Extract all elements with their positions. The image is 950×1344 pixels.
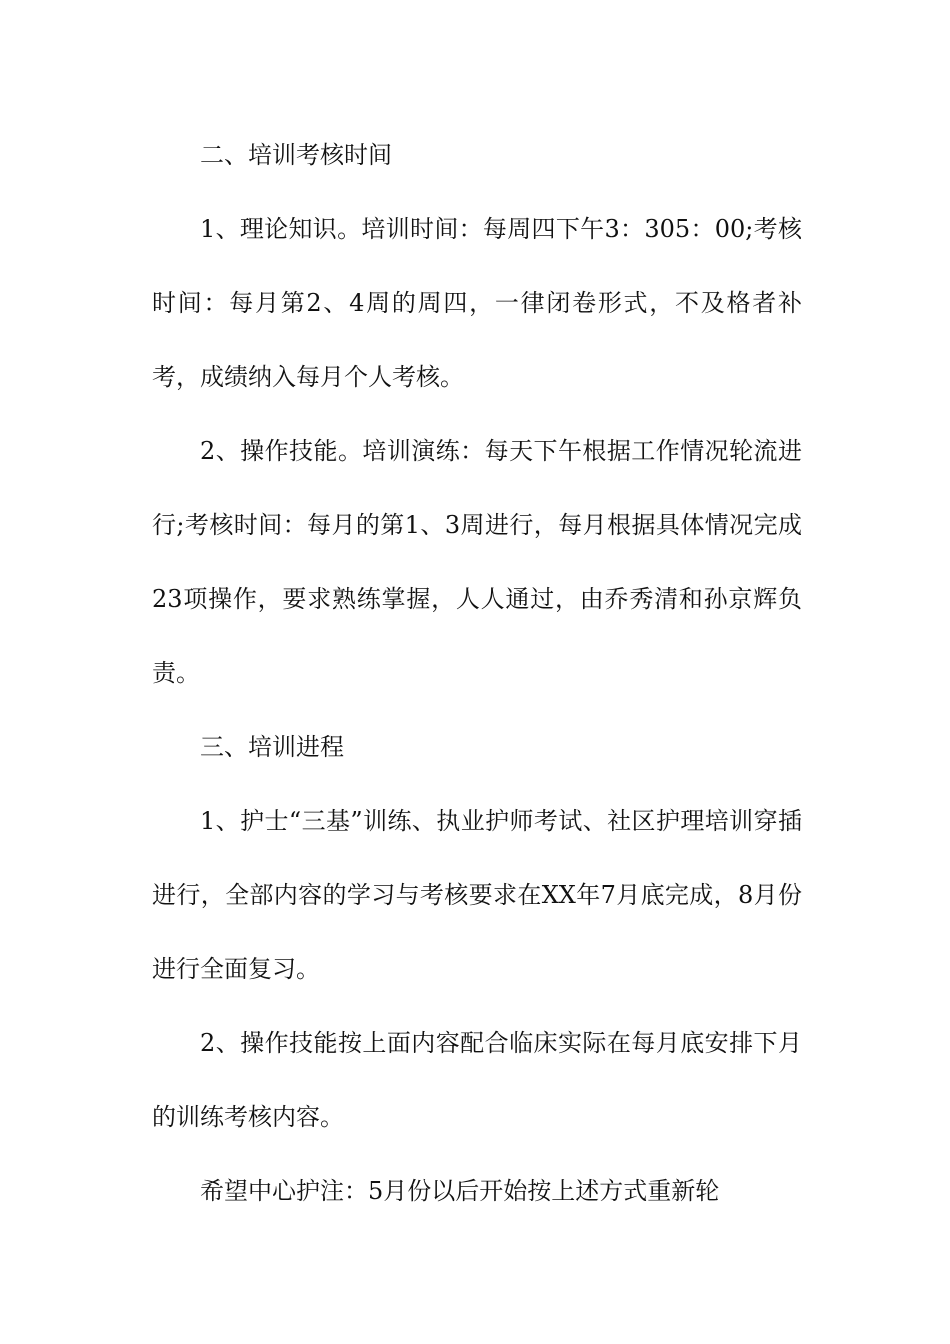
document-body xyxy=(152,118,802,1228)
paragraph-training-progress-2: 2、操作技能按上面内容配合临床实际在每月底安排下月的训练考核内容。 xyxy=(152,1029,802,1131)
paragraph-operation-skills: 2、操作技能。培训演练：每天下午根据工作情况轮流进行;考核时间：每月的第1、3周进行，每月根据具体情况完成23项操作，要求熟练掌握，人人通过，由乔秀清和孙京辉负责。 xyxy=(152,437,802,687)
paragraph-closing-note: 希望中心护注：5月份以后开始按上述方式重新轮 xyxy=(200,1177,720,1205)
section-heading-3: 三、培训进程 xyxy=(200,733,344,761)
paragraph-theory-knowledge: 1、理论知识。培训时间：每周四下午3：305：00;考核时间：每月第2、4周的周四，一律闭卷形式，不及格者补考，成绩纳入每月个人考核。 xyxy=(152,215,802,391)
paragraph-training-progress-1: 1、护士“三基”训练、执业护师考试、社区护理培训穿插进行，全部内容的学习与考核要求在XX年7月底完成，8月份进行全面复习。 xyxy=(152,807,802,983)
section-heading-2: 二、培训考核时间 xyxy=(200,141,392,169)
